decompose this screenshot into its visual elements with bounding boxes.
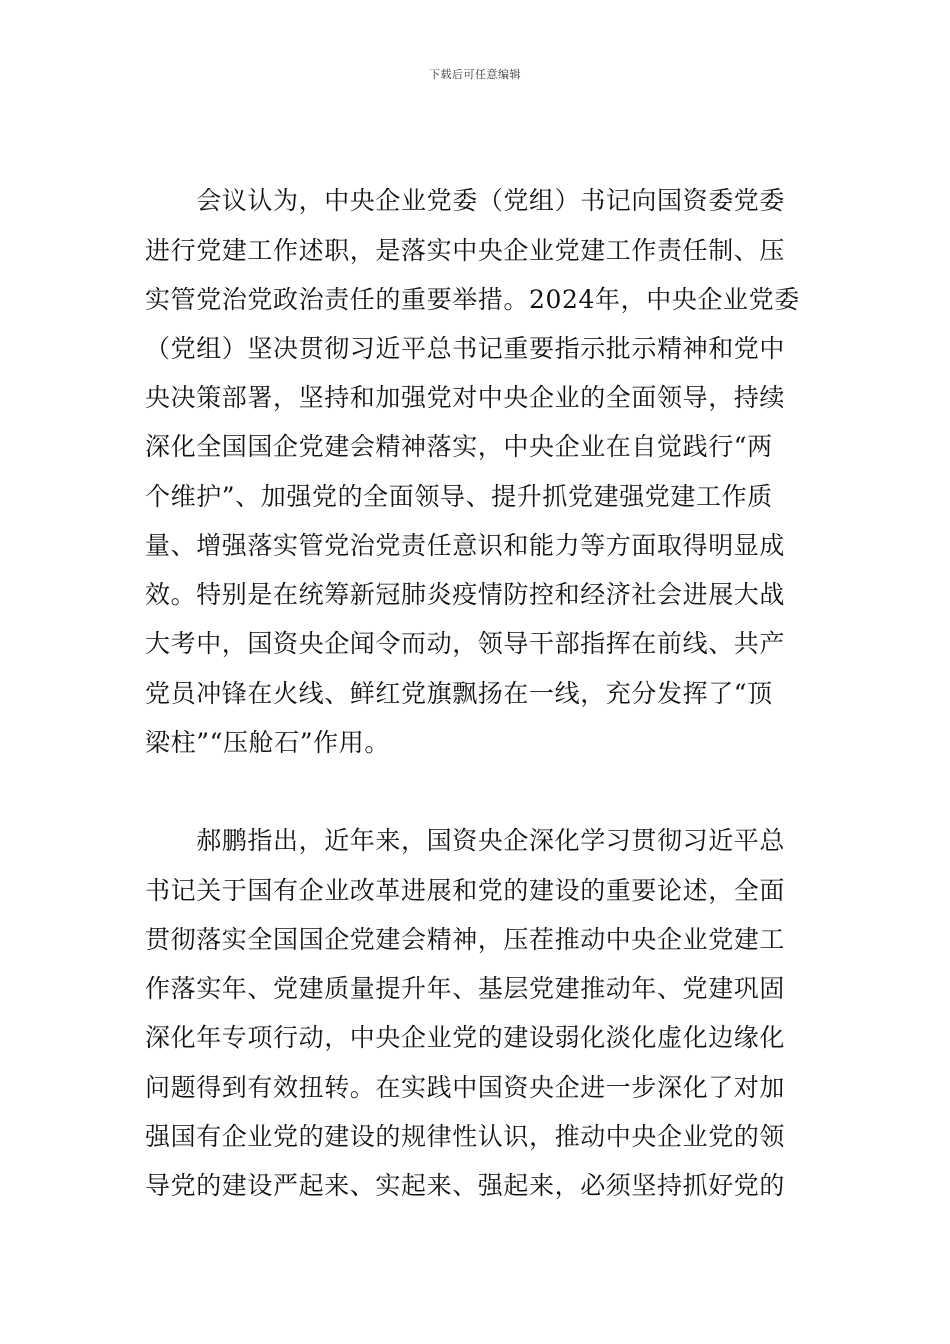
paragraph-line: 梁柱”“压舱石”作用。 [145,728,390,757]
paragraph-line: 深化全国国企党建会精神落实，中央企业在自觉践行“两 [145,432,773,461]
paragraph-line: 贯彻落实全国国企党建会精神，压茬推动中央企业党建工 [145,925,786,954]
paragraph-line: 央决策部署，坚持和加强党对中央企业的全面领导，持续 [145,383,786,412]
paragraph-line: 导党的建设严起来、实起来、强起来，必须坚持抓好党的 [145,1171,786,1200]
paragraph-line: 大考中，国资央企闻令而动，领导干部指挥在前线、共产 [145,629,786,658]
paragraph-line: 进行党建工作述职，是落实中央企业党建工作责任制、压 [145,236,786,265]
paragraph-line: 会议认为，中央企业党委（党组）书记向国资委党委 [145,186,786,215]
paragraph-line: 效。特别是在统筹新冠肺炎疫情防控和经济社会进展大战 [145,580,786,609]
paragraph-line: 作落实年、党建质量提升年、基层党建推动年、党建巩固 [145,974,786,1003]
paragraph-line: （党组）坚决贯彻习近平总书记重要指示批示精神和党中 [145,334,786,363]
page-header: 下载后可任意编辑 [429,68,521,81]
paragraph-line: 郝鹏指出，近年来，国资央企深化学习贯彻习近平总 [145,826,786,855]
paragraph-line: 深化年专项行动，中央企业党的建设弱化淡化虚化边缘化 [145,1023,786,1052]
paragraph-line: 问题得到有效扭转。在实践中国资央企进一步深化了对加 [145,1073,786,1102]
paragraph-line: 个维护”、加强党的全面领导、提升抓党建强党建工作质 [145,482,773,511]
paragraph-line: 实管党治党政治责任的重要举措。2024年，中央企业党委 [145,285,800,314]
paragraph-line: 强国有企业党的建设的规律性认识，推动中央企业党的领 [145,1122,786,1151]
paragraph-line: 书记关于国有企业改革进展和党的建设的重要论述，全面 [145,876,786,905]
paragraph-line: 党员冲锋在火线、鲜红党旗飘扬在一线，充分发挥了“顶 [145,679,773,708]
paragraph-line: 量、增强落实管党治党责任意识和能力等方面取得明显成 [145,531,786,560]
